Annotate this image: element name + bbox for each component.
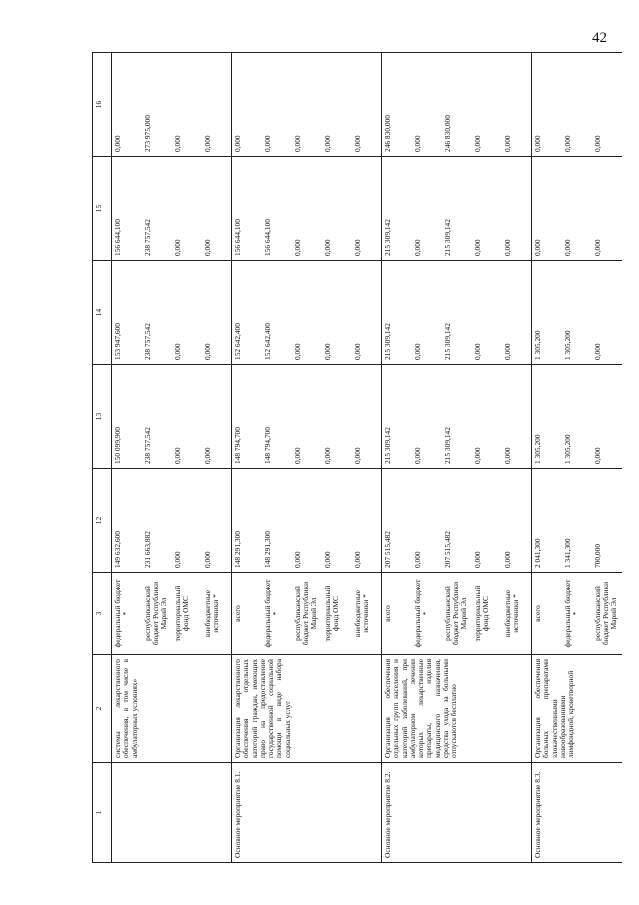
event-description-cell: Организация обеспечения больных препаратами злокачественными новообразованиями лимфоидной, кроветворной (532, 655, 622, 763)
funding-source-cell: республиканский бюджет Республики Марий Эл (292, 573, 322, 655)
table-row (112, 53, 142, 863)
funding-source-cell: республиканский бюджет Республики Марий Эл (592, 573, 622, 655)
header-cell: 13 (93, 365, 112, 469)
amount-cell-c14: 0,000 (352, 261, 382, 365)
amount-cell-c12: 0,000 (472, 469, 502, 573)
header-cell: 12 (93, 469, 112, 573)
amount-cell-c16: 0,000 (532, 53, 562, 157)
amount-cell-c16: 0,000 (352, 53, 382, 157)
amount-cell-c13: 1 305,200 (562, 365, 592, 469)
amount-cell-c15: 0,000 (352, 157, 382, 261)
header-cell: 2 (93, 655, 112, 763)
funding-source-cell: внебюджетные источники * (202, 573, 232, 655)
amount-cell-c15: 215 309,142 (442, 157, 472, 261)
amount-cell-c13: 148 794,700 (262, 365, 292, 469)
header-cell: 1 (93, 763, 112, 863)
amount-cell-c12: 149 632,600 (112, 469, 142, 573)
amount-cell-c15: 0,000 (562, 157, 592, 261)
amount-cell-c14: 0,000 (592, 261, 622, 365)
amount-cell-c13: 0,000 (412, 365, 442, 469)
event-code-cell: Основное мероприятие 8.3. (532, 763, 622, 863)
amount-cell-c12: 0,000 (502, 469, 532, 573)
event-description-cell: Организация лекарственного обеспечения отдельных категорий граждан, имеющих право на предоставление государственной социальной помощи в виде набора социальных услуг (232, 655, 382, 763)
amount-cell-c15: 0,000 (202, 157, 232, 261)
amount-cell-c15: 0,000 (502, 157, 532, 261)
amount-cell-c12: 700,000 (592, 469, 622, 573)
table-header-row (93, 53, 112, 863)
amount-cell-c13: 0,000 (172, 365, 202, 469)
header-cell: 16 (93, 53, 112, 157)
amount-cell-c16: 0,000 (232, 53, 262, 157)
amount-cell-c13: 238 757,542 (142, 365, 172, 469)
funding-source-cell: всего (382, 573, 412, 655)
amount-cell-c15: 0,000 (322, 157, 352, 261)
funding-source-cell: территориальный фонд ОМС (322, 573, 352, 655)
event-description-cell: Организация обеспечения отдельных групп населения и категорий заболеваний, при амбулаторном лечении которых лекарственные препараты, изделия медицинского назначения, средства ухода за больными отпускаются бесплатно (382, 655, 532, 763)
amount-cell-c13: 0,000 (322, 365, 352, 469)
amount-cell-c16: 0,000 (412, 53, 442, 157)
amount-cell-c16: 0,000 (202, 53, 232, 157)
amount-cell-c15: 156 644,100 (112, 157, 142, 261)
amount-cell-c15: 156 644,100 (262, 157, 292, 261)
amount-cell-c15: 156 644,100 (232, 157, 262, 261)
amount-cell-c12: 207 515,482 (442, 469, 472, 573)
amount-cell-c12: 0,000 (292, 469, 322, 573)
amount-cell-c14: 238 757,542 (142, 261, 172, 365)
header-cell: 15 (93, 157, 112, 261)
funding-source-cell: республиканский бюджет Республики Марий Эл (142, 573, 172, 655)
amount-cell-c15: 0,000 (412, 157, 442, 261)
amount-cell-c14: 0,000 (202, 261, 232, 365)
amount-cell-c12: 148 291,300 (232, 469, 262, 573)
amount-cell-c14: 153 947,600 (112, 261, 142, 365)
amount-cell-c14: 0,000 (412, 261, 442, 365)
amount-cell-c13: 0,000 (352, 365, 382, 469)
amount-cell-c16: 0,000 (322, 53, 352, 157)
amount-cell-c15: 0,000 (292, 157, 322, 261)
event-code-cell: Основное мероприятие 8.2. (382, 763, 532, 863)
amount-cell-c16: 0,000 (112, 53, 142, 157)
amount-cell-c12: 148 291,300 (262, 469, 292, 573)
funding-source-cell: всего (532, 573, 562, 655)
amount-cell-c15: 0,000 (172, 157, 202, 261)
amount-cell-c12: 0,000 (352, 469, 382, 573)
funding-source-cell: республиканский бюджет Республики Марий Эл (442, 573, 472, 655)
amount-cell-c14: 0,000 (472, 261, 502, 365)
funding-source-cell: внебюджетные источники * (352, 573, 382, 655)
amount-cell-c13: 0,000 (202, 365, 232, 469)
amount-cell-c14: 0,000 (322, 261, 352, 365)
amount-cell-c14: 0,000 (502, 261, 532, 365)
amount-cell-c13: 148 794,700 (232, 365, 262, 469)
amount-cell-c14: 152 642,400 (262, 261, 292, 365)
funding-source-cell: федеральный бюджет * (562, 573, 592, 655)
table-row (382, 53, 412, 863)
event-code-cell (112, 763, 232, 863)
amount-cell-c13: 0,000 (502, 365, 532, 469)
amount-cell-c15: 0,000 (592, 157, 622, 261)
event-description-cell: системы лекарственного обеспечения, в том числе в амбулаторных условиях» (112, 655, 232, 763)
amount-cell-c16: 0,000 (592, 53, 622, 157)
amount-cell-c12: 0,000 (412, 469, 442, 573)
table-row (232, 53, 262, 863)
amount-cell-c16: 0,000 (472, 53, 502, 157)
amount-cell-c14: 1 305,200 (532, 261, 562, 365)
amount-cell-c13: 150 099,900 (112, 365, 142, 469)
funding-table (92, 52, 622, 863)
event-code-cell: Основное мероприятие 8.1. (232, 763, 382, 863)
amount-cell-c16: 0,000 (562, 53, 592, 157)
amount-cell-c15: 0,000 (472, 157, 502, 261)
amount-cell-c12: 2 041,300 (532, 469, 562, 573)
amount-cell-c12: 207 515,482 (382, 469, 412, 573)
amount-cell-c13: 0,000 (592, 365, 622, 469)
amount-cell-c12: 231 663,882 (142, 469, 172, 573)
page-number: 42 (592, 30, 607, 46)
amount-cell-c16: 0,000 (262, 53, 292, 157)
amount-cell-c12: 0,000 (202, 469, 232, 573)
amount-cell-c16: 246 830,000 (382, 53, 412, 157)
amount-cell-c14: 215 309,142 (442, 261, 472, 365)
amount-cell-c16: 0,000 (292, 53, 322, 157)
funding-source-cell: всего (232, 573, 262, 655)
funding-source-cell: территориальный фонд ОМС (172, 573, 202, 655)
amount-cell-c12: 0,000 (322, 469, 352, 573)
amount-cell-c13: 215 309,142 (382, 365, 412, 469)
funding-source-cell: внебюджетные источники * (502, 573, 532, 655)
amount-cell-c14: 1 305,200 (562, 261, 592, 365)
funding-source-cell: территориальный фонд ОМС (472, 573, 502, 655)
amount-cell-c14: 0,000 (172, 261, 202, 365)
amount-cell-c13: 0,000 (472, 365, 502, 469)
amount-cell-c15: 215 309,142 (382, 157, 412, 261)
amount-cell-c12: 1 341,300 (562, 469, 592, 573)
header-cell: 14 (93, 261, 112, 365)
amount-cell-c16: 0,000 (502, 53, 532, 157)
amount-cell-c14: 0,000 (292, 261, 322, 365)
amount-cell-c16: 246 830,000 (442, 53, 472, 157)
amount-cell-c16: 273 975,000 (142, 53, 172, 157)
amount-cell-c14: 152 642,400 (232, 261, 262, 365)
funding-source-cell: федеральный бюджет * (262, 573, 292, 655)
amount-cell-c13: 215 309,142 (442, 365, 472, 469)
funding-source-cell: федеральный бюджет * (112, 573, 142, 655)
table-body (112, 53, 622, 863)
amount-cell-c15: 238 757,542 (142, 157, 172, 261)
amount-cell-c15: 0,000 (532, 157, 562, 261)
amount-cell-c13: 1 305,200 (532, 365, 562, 469)
amount-cell-c16: 0,000 (172, 53, 202, 157)
amount-cell-c12: 0,000 (172, 469, 202, 573)
funding-source-cell: федеральный бюджет * (412, 573, 442, 655)
amount-cell-c14: 215 309,142 (382, 261, 412, 365)
table-row (532, 53, 562, 863)
amount-cell-c13: 0,000 (292, 365, 322, 469)
header-cell: 3 (93, 573, 112, 655)
